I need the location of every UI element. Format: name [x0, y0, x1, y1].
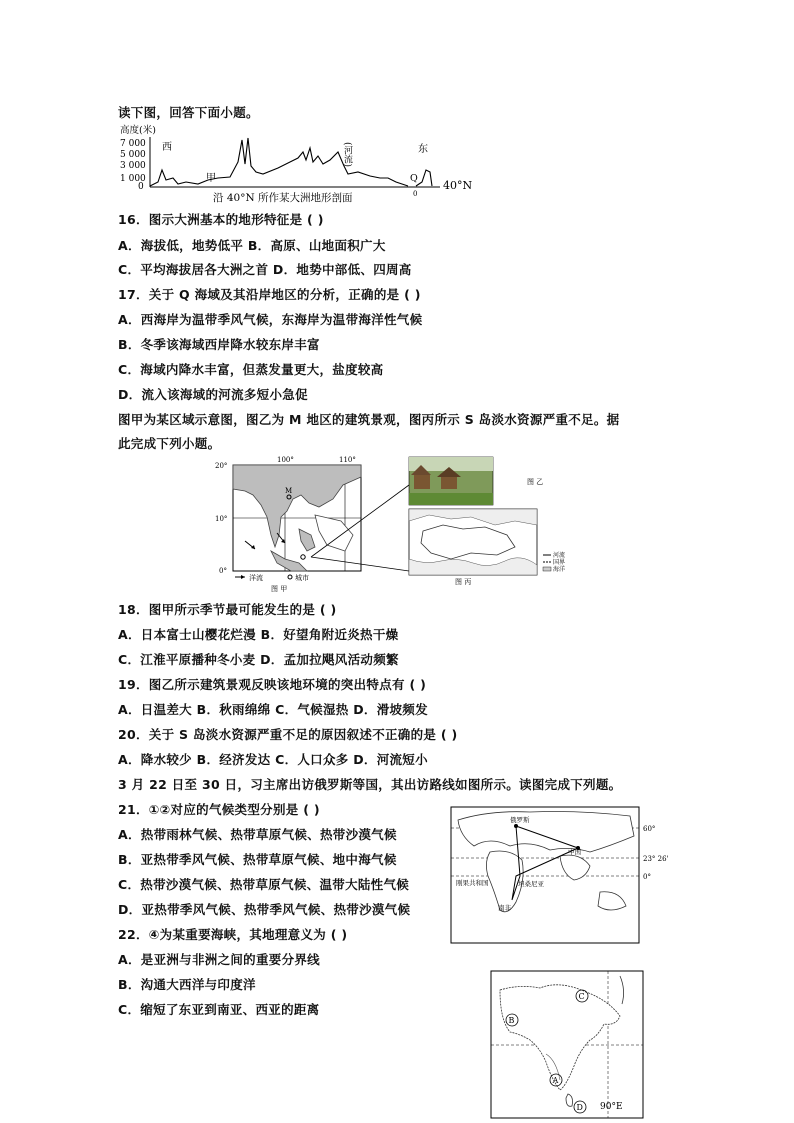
q21-stem: 21．①②对应的气候类型分别是 ( ) [118, 802, 320, 817]
svg-text:俄罗斯: 俄罗斯 [510, 816, 530, 824]
q22-option-b: B．沟通大西洋与印度洋 [118, 977, 256, 992]
q22-option-a: A．是亚洲与非洲之间的重要分界线 [118, 952, 320, 967]
svg-text:10°: 10° [215, 515, 228, 523]
q17-option-c: C．海域内降水丰富，但蒸发量更大，盐度较高 [118, 362, 384, 377]
svg-text:洋流: 洋流 [249, 574, 263, 582]
fig1-ylabel: 高度(米) [120, 125, 156, 136]
svg-text:0: 0 [138, 182, 144, 192]
q21-option-b: B．亚热带季风气候、热带草原气候、地中海气候 [118, 852, 397, 867]
svg-text:0: 0 [413, 190, 418, 198]
fig1-caption: 沿 40°N 所作某大洲地形剖面 [213, 192, 353, 204]
svg-text:城市: 城市 [295, 574, 309, 582]
q21-option-d: D．亚热带季风气候、热带季风气候、热带沙漠气候 [118, 902, 411, 917]
q22-stem: 22．④为某重要海峡，其地理意义为 ( ) [118, 927, 348, 942]
svg-text:110°: 110° [339, 456, 356, 464]
intro-text-1: 读下图，回答下面小题。 [118, 105, 259, 120]
q17-stem: 17．关于 Q 海域及其沿岸地区的分析，正确的是 ( ) [118, 287, 421, 302]
svg-text:海洋: 海洋 [553, 566, 566, 573]
svg-text:图 甲: 图 甲 [271, 585, 288, 593]
svg-text:甲: 甲 [206, 173, 216, 184]
q16-options-2: C．平均海拔居各大洲之首 D．地势中部低、四周高 [118, 262, 412, 277]
svg-text:23° 26': 23° 26' [643, 855, 669, 863]
q17-option-d: D．流入该海域的河流多短小急促 [118, 387, 308, 402]
svg-text:C: C [578, 992, 585, 1001]
southeast-asia-map-figure [215, 455, 585, 595]
q19-stem: 19．图乙所示建筑景观反映该地环境的突出特点有 ( ) [118, 677, 427, 692]
svg-text:7 000: 7 000 [120, 139, 146, 149]
svg-text:D: D [576, 1103, 583, 1112]
svg-text:3 000: 3 000 [120, 161, 146, 171]
intro-text-3: 3 月 22 日至 30 日，习主席出访俄罗斯等国，其出访路线如图所示。读图完成下列题。 [118, 777, 622, 792]
svg-text:60°: 60° [643, 825, 656, 833]
svg-text:1 000: 1 000 [120, 174, 146, 184]
svg-text:图 乙: 图 乙 [527, 478, 544, 486]
svg-text:40°N: 40°N [443, 179, 473, 192]
q20-stem: 20．关于 S 岛淡水资源严重不足的原因叙述不正确的是 ( ) [118, 727, 458, 742]
svg-text:5 000: 5 000 [120, 150, 146, 160]
fig1-river-label: (河流) [342, 142, 352, 168]
q18-options-2: C．江淮平原播种冬小麦 D．孟加拉飓风活动频繁 [118, 652, 399, 667]
svg-text:B: B [508, 1016, 515, 1025]
q19-options: A．日温差大 B．秋雨绵绵 C．气候湿热 D．滑坡频发 [118, 702, 428, 717]
south-asia-map-figure [490, 970, 646, 1120]
q17-option-a: A．西海岸为温带季风气候，东海岸为温带海洋性气候 [118, 312, 423, 327]
q20-options: A．降水较少 B．经济发达 C．人口众多 D．河流短小 [118, 752, 428, 767]
svg-text:A: A [552, 1076, 559, 1085]
svg-text:Q: Q [410, 173, 418, 184]
terrain-profile-figure [118, 122, 478, 204]
svg-text:南非: 南非 [498, 904, 511, 912]
svg-text:M: M [285, 487, 293, 495]
svg-text:西: 西 [162, 142, 172, 153]
intro-text-2-line2: 此完成下列小题。 [118, 436, 221, 451]
svg-text:国界: 国界 [553, 559, 566, 566]
q21-option-a: A．热带雨林气候、热带草原气候、热带沙漠气候 [118, 827, 397, 842]
intro-text-2-line1: 图甲为某区域示意图，图乙为 M 地区的建筑景观，图丙所示 S 岛淡水资源严重不足。据 [118, 412, 620, 427]
svg-text:中国: 中国 [568, 848, 581, 856]
svg-text:图 丙: 图 丙 [455, 578, 472, 586]
q21-option-c: C．热带沙漠气候、热带草原气候、温带大陆性气候 [118, 877, 410, 892]
q16-options-1: A．海拔低，地势低平 B．高原、山地面积广大 [118, 238, 386, 253]
svg-text:0°: 0° [219, 567, 227, 575]
svg-text:东: 东 [418, 144, 428, 155]
q17-option-b: B．冬季该海域西岸降水较东岸丰富 [118, 337, 320, 352]
svg-text:100°: 100° [277, 456, 294, 464]
svg-text:坦桑尼亚: 坦桑尼亚 [518, 880, 544, 888]
svg-text:刚果共和国: 刚果共和国 [456, 879, 489, 887]
svg-text:0°: 0° [643, 873, 651, 881]
svg-text:河流: 河流 [553, 552, 566, 559]
svg-text:20°: 20° [215, 462, 228, 470]
q18-options-1: A．日本富士山樱花烂漫 B．好望角附近炎热干燥 [118, 627, 399, 642]
world-route-map-figure [450, 806, 680, 946]
q18-stem: 18．图甲所示季节最可能发生的是 ( ) [118, 602, 337, 617]
q16-stem: 16．图示大洲基本的地形特征是 ( ) [118, 212, 324, 227]
terrain-profile-line [150, 138, 408, 186]
q22-option-c: C．缩短了东亚到南亚、西亚的距离 [118, 1002, 320, 1017]
svg-text:90°E: 90°E [600, 1102, 623, 1112]
